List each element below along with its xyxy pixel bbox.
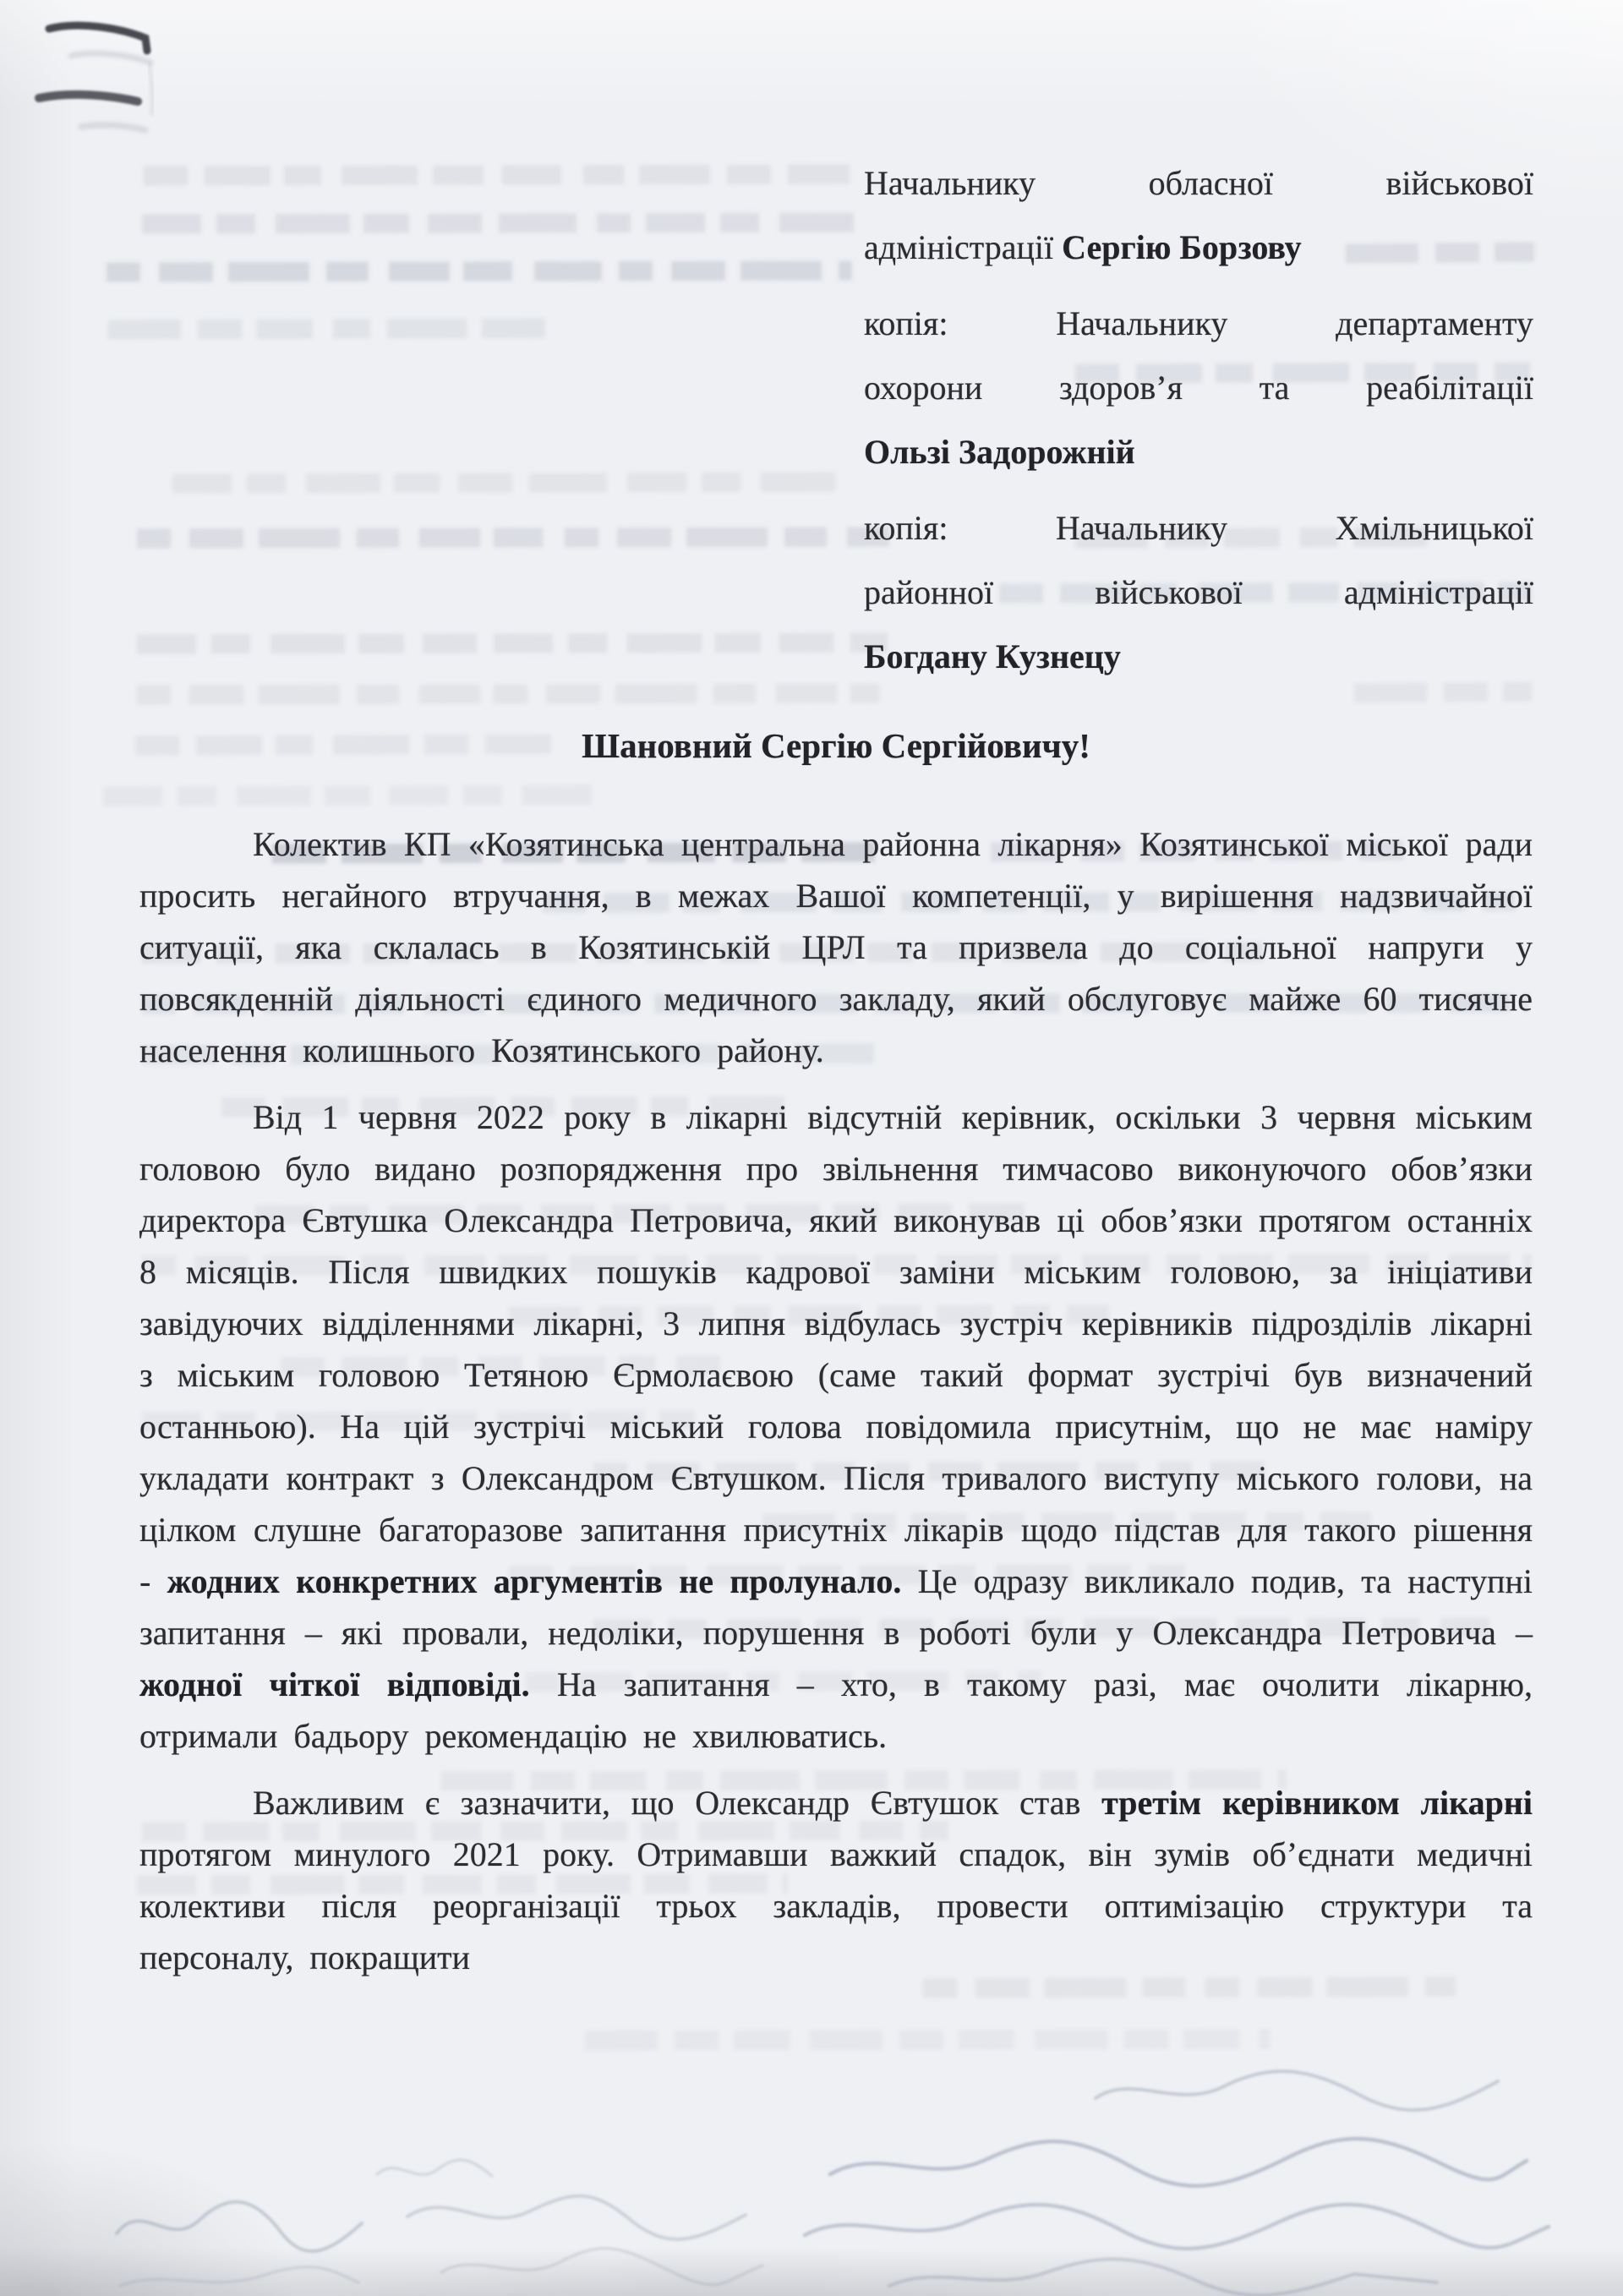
- paragraph-intro: Колектив КП «Козятинська центральна районна лікарня» Козятинської міської ради просить негайного втручання, в межах Вашої компетенції, у вирішення надзвичайної ситуації, яка склалась в Козятинській ЦРЛ та призвела до соціальної напруги у повсякденній діяльності єдиного медичного закладу, який обслуговує майже 60 тисячне населення колишнього Козятинського району.: [139, 825, 1533, 1069]
- copy-addressee-name-line: [864, 625, 1533, 689]
- letter-body: [139, 818, 1533, 1998]
- staple-mark-stroke: [49, 25, 147, 51]
- salutation-line: Шановний Сергію Сергійовичу!: [582, 726, 1090, 765]
- copy-role-line: охорони здоров’я та реабілітації: [864, 369, 1533, 407]
- staple-marks: [39, 25, 153, 130]
- handwriting-stroke: [889, 2259, 1437, 2295]
- addressee-name-line: [864, 216, 1533, 280]
- handwriting-stroke: [830, 2139, 1527, 2186]
- addressee-name: Богдану Кузнецу: [864, 637, 1121, 675]
- staple-mark-stroke: [39, 95, 138, 101]
- paragraph-director: [139, 1777, 1533, 1983]
- addressee-role-continued: адміністрації: [864, 228, 1063, 266]
- addressee-name: Ользі Задорожній: [864, 433, 1135, 471]
- emphasis-third-director: третім керівником лікарні: [1101, 1784, 1533, 1822]
- handwriting-stroke: [117, 2202, 362, 2251]
- staple-mark-echo: [149, 64, 153, 113]
- addressee-name: Сергію Борзову: [1062, 228, 1302, 266]
- paragraph-text: На запитання – хто, в такому разі, має очолити лікарню, отримали бадьору рекомендацію не хвилюватись.: [139, 1665, 1533, 1755]
- handwriting-stroke: [407, 2196, 746, 2239]
- copy-role-line: копія: Начальнику департаменту: [864, 304, 1533, 342]
- paragraph-text: протягом минулого 2021 року. Отримавши важкий спадок, він зумів об’єднати медичні колективи після реорганізації трьох закладів, провести оптимізацію структури та персоналу, покращити: [139, 1835, 1533, 1976]
- addressee-primary: [864, 151, 1533, 280]
- handwriting-stroke: [120, 2267, 358, 2286]
- copy-role-line: районної військової адміністрації: [864, 573, 1533, 611]
- address-block: [864, 151, 1533, 701]
- emphasis-no-answer: жодної чіткої відповіді.: [139, 1665, 530, 1703]
- paragraph-text: Від 1 червня 2022 року в лікарні відсутній керівник, оскільки 3 червня міським головою було видано розпорядження про звільнення тимчасово виконуючого обов’язки директора Євтушка Олександра Петровича, який виконував ці обов’язки протягом останніх 8 місяців. Після швидких пошуків кадрової заміни міським головою, за ініціативи завідуючих відділеннями лікарні, 3 липня відбулась зустріч керівників підрозділів лікарні з міським головою Тетяною Єрмолаєвою (саме такий формат зустрічі був визначений останньою). На цій зустрічі міський голова повідомила присутнім, що не має наміру укладати контракт з Олександром Євтушком. Після тривалого виступу міського голови, на цілком слушне багаторазове запитання присутніх лікарів щодо підстав для такого рішення -: [139, 1098, 1533, 1600]
- handwriting-notes: [117, 2071, 1549, 2295]
- addressee-role-line: Начальнику обласної військової: [864, 164, 1533, 202]
- emphasis-no-arguments: жодних конкретних аргументів не пролунало.: [167, 1562, 902, 1600]
- paragraph-events: [139, 1091, 1533, 1762]
- paragraph-text: Важливим є зазначити, що Олександр Євтушок став: [253, 1784, 1102, 1822]
- handwriting-stroke: [1096, 2071, 1498, 2110]
- addressee-copy-1: [864, 292, 1533, 484]
- copy-addressee-name-line: [864, 420, 1533, 484]
- paragraph-text: Це одразу викликало подив, та наступні запитання – які провали, недоліки, порушення в роботі були у Олександра Петровича –: [139, 1562, 1533, 1652]
- handwriting-stroke: [377, 2160, 492, 2176]
- copy-role-line: копія: Начальнику Хмільницької: [864, 509, 1533, 547]
- addressee-copy-2: [864, 496, 1533, 689]
- handwriting-stroke: [441, 2249, 762, 2285]
- handwriting-stroke: [805, 2205, 1549, 2249]
